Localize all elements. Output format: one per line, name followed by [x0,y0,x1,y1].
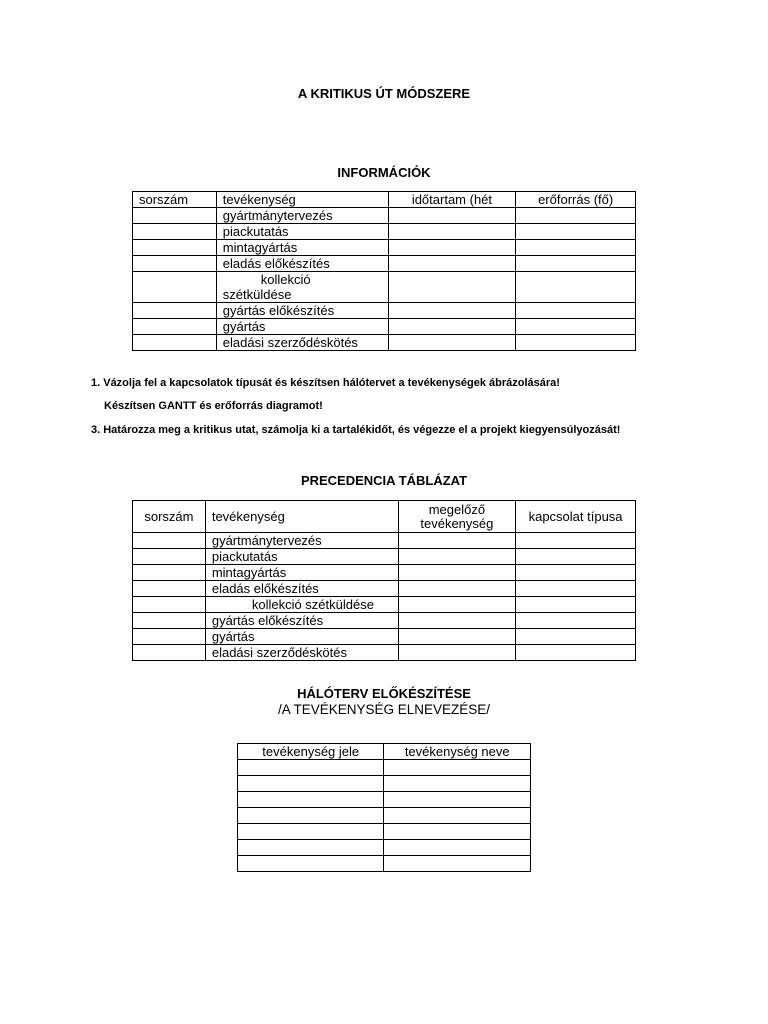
table-cell[interactable] [133,240,217,256]
table-cell[interactable] [133,645,206,661]
table-cell[interactable] [398,645,516,661]
table-cell[interactable] [384,760,531,776]
table-cell[interactable] [133,597,206,613]
table-cell[interactable] [133,319,217,335]
activity-line: szétküldése [222,287,292,302]
activity-cell: eladási szerződéskötés [205,645,398,661]
activity-cell: eladás előkészítés [216,256,388,272]
table-cell[interactable] [516,272,636,303]
activity-cell: mintagyártás [216,240,388,256]
table-cell[interactable] [516,303,636,319]
table-cell[interactable] [388,224,516,240]
info-heading: INFORMÁCIÓK [337,165,431,180]
header-line: megelőző [428,501,486,517]
table-cell[interactable] [133,224,217,240]
table-cell[interactable] [384,776,531,792]
table-header-row [238,744,531,760]
table-row [238,808,531,824]
table-cell[interactable] [238,840,384,856]
header-cell: tevékenység neve [384,744,531,760]
table-row [133,629,636,645]
table-cell[interactable] [398,597,516,613]
table-cell[interactable] [398,533,516,549]
table-row [133,319,636,335]
table-cell[interactable] [388,256,516,272]
header-cell: sorszám [133,192,217,208]
table-cell[interactable] [388,303,516,319]
instruction-3: 3. Határozza meg a kritikus utat, számolja ki a tartalékidőt, és végezze el a projekt kiegyensúlyozását! [91,424,621,436]
table-row [238,760,531,776]
table-cell[interactable] [133,272,217,303]
table-row [238,856,531,872]
table-cell[interactable] [516,256,636,272]
table-row [238,792,531,808]
network-heading: HÁLÓTERV ELŐKÉSZÍTÉSE [297,686,471,701]
table-cell[interactable] [516,581,636,597]
table-cell[interactable] [133,208,217,224]
table-cell[interactable] [238,776,384,792]
table-cell[interactable] [238,808,384,824]
table-row [133,224,636,240]
table-cell[interactable] [388,272,516,303]
header-cell [398,501,516,533]
table-cell[interactable] [384,856,531,872]
table-row [133,240,636,256]
table-row [133,549,636,565]
activity-line: kollekció [260,272,311,287]
table-row [238,776,531,792]
precedence-table [132,500,636,661]
activity-cell: mintagyártás [205,565,398,581]
activity-cell: gyártás [205,629,398,645]
table-cell[interactable] [398,613,516,629]
table-cell[interactable] [516,240,636,256]
table-header-row [133,192,636,208]
activity-cell: gyártás előkészítés [205,613,398,629]
precedence-heading: PRECEDENCIA TÁBLÁZAT [300,473,468,488]
table-row [133,645,636,661]
table-row [133,597,636,613]
header-cell: kapcsolat típusa [516,501,636,533]
table-cell[interactable] [516,565,636,581]
header-cell: időtartam (hét [388,192,516,208]
header-cell: erőforrás (fő) [516,192,636,208]
activity-cell: piackutatás [216,224,388,240]
instruction-1: 1. Vázolja fel a kapcsolatok típusát és készítsen hálótervet a tevékenységek ábrázolására! [91,377,560,389]
header-cell: tevékenység [205,501,398,533]
header-cell: tevékenység jele [238,744,384,760]
table-cell[interactable] [516,613,636,629]
table-cell[interactable] [133,629,206,645]
activity-cell: eladási szerződéskötés [216,335,388,351]
table-cell[interactable] [388,208,516,224]
instruction-2: Készítsen GANTT és erőforrás diagramot! [104,400,323,412]
table-cell[interactable] [133,613,206,629]
table-cell[interactable] [516,533,636,549]
table-cell[interactable] [384,792,531,808]
table-row [133,581,636,597]
activity-cell: kollekció szétküldése [205,597,398,613]
page-title: A KRITIKUS ÚT MÓDSZERE [297,86,471,101]
table-cell[interactable] [133,565,206,581]
table-cell[interactable] [398,549,516,565]
table-cell[interactable] [238,824,384,840]
table-cell[interactable] [388,319,516,335]
activity-cell [216,272,388,303]
table-row [133,565,636,581]
activity-cell: gyártás előkészítés [216,303,388,319]
table-cell[interactable] [516,335,636,351]
activity-cell: gyártás [216,319,388,335]
table-cell[interactable] [516,645,636,661]
header-line: tevékenység [420,515,494,531]
table-cell[interactable] [516,629,636,645]
info-table [132,191,636,351]
table-cell[interactable] [398,565,516,581]
table-cell[interactable] [133,549,206,565]
table-cell[interactable] [516,319,636,335]
table-row [133,256,636,272]
table-cell[interactable] [516,549,636,565]
table-cell[interactable] [238,760,384,776]
table-cell[interactable] [133,256,217,272]
table-cell[interactable] [384,808,531,824]
table-row [133,613,636,629]
table-cell[interactable] [398,629,516,645]
table-cell[interactable] [133,533,206,549]
header-cell: sorszám [133,501,206,533]
table-row [133,303,636,319]
table-row [133,335,636,351]
network-table [237,743,531,872]
table-cell[interactable] [133,303,217,319]
table-cell[interactable] [384,824,531,840]
table-cell[interactable] [516,597,636,613]
activity-cell: gyártmánytervezés [216,208,388,224]
table-cell[interactable] [384,840,531,856]
table-cell[interactable] [516,208,636,224]
table-row [133,208,636,224]
header-cell: tevékenység [216,192,388,208]
activity-cell: gyártmánytervezés [205,533,398,549]
table-row [238,840,531,856]
table-cell[interactable] [388,240,516,256]
activity-cell: eladás előkészítés [205,581,398,597]
table-cell[interactable] [388,335,516,351]
table-row [133,533,636,549]
table-row [133,272,636,303]
table-cell[interactable] [133,335,217,351]
table-cell[interactable] [238,856,384,872]
table-cell[interactable] [398,581,516,597]
activity-cell: piackutatás [205,549,398,565]
table-cell[interactable] [133,581,206,597]
network-subheading: /A TEVÉKENYSÉG ELNEVEZÉSE/ [277,702,491,717]
table-cell[interactable] [238,792,384,808]
table-header-row [133,501,636,533]
table-cell[interactable] [516,224,636,240]
table-row [238,824,531,840]
